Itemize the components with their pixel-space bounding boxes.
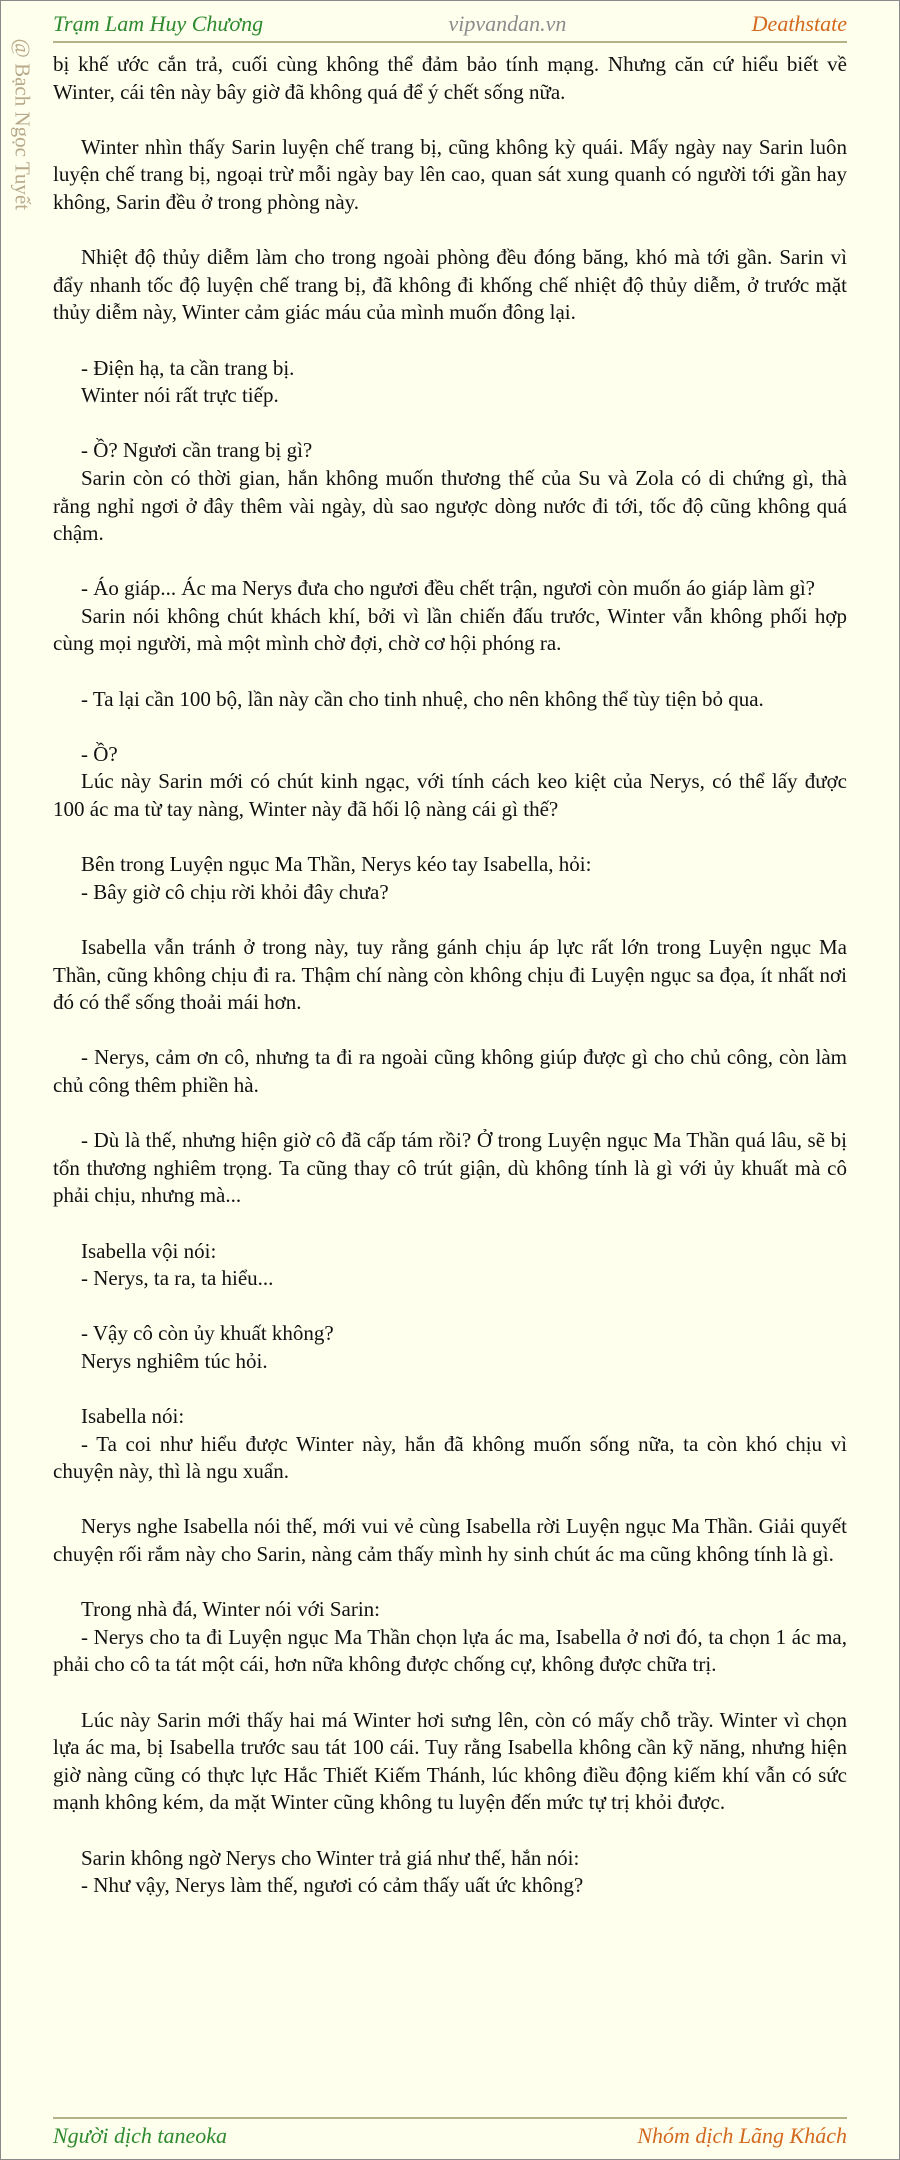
text-paragraph: - Dù là thế, nhưng hiện giờ cô đã cấp tám rồi? Ở trong Luyện ngục Ma Thần quá lâu, sẽ bị tổn thương nghiêm trọng. Ta cũng thay cô trút giận, dù không tính là gì với ủy khuất mà cô phải chịu, nhưng mà... [53,1128,847,1208]
text-paragraph: - Bây giờ cô chịu rời khỏi đây chưa? [81,879,389,904]
blank-line [53,1486,847,1514]
blank-line [53,1569,847,1597]
text-paragraph: - Ồ? Ngươi cần trang bị gì? [81,438,313,463]
text-paragraph: Bên trong Luyện ngục Ma Thần, Nerys kéo tay Isabella, hỏi: [81,852,592,877]
text-paragraph: bị khế ước cắn trả, cuối cùng không thể đảm bảo tính mạng. Nhưng căn cứ hiểu biết về Winter, cái tên này bây giờ đã không quá để ý chết sống nữa. [53,52,847,104]
text-paragraph: Nerys nghiêm túc hỏi. [81,1348,268,1373]
blank-line [53,1100,847,1128]
text-paragraph: Lúc này Sarin mới có chút kinh ngạc, với tính cách keo kiệt của Nerys, có thể lấy được 100 ác ma từ tay nàng, Winter này đã hối lộ nàng cái gì thế? [53,769,847,822]
text-paragraph: - Ta lại cần 100 bộ, lần này cần cho tinh nhuệ, cho nên không thể tùy tiện bỏ qua. [81,686,764,711]
text-paragraph: - Ồ? [81,741,118,766]
header-site-name: Trạm Lam Huy Chương [53,11,264,36]
blank-line [53,1017,847,1045]
blank-line [53,658,847,686]
blank-line [53,1210,847,1238]
blank-line [53,327,847,355]
page-footer [53,2117,847,2153]
blank-line [53,906,847,934]
blank-line [53,410,847,438]
text-paragraph: - Như vậy, Nerys làm thế, ngươi có cảm thấy uất ức không? [81,1873,584,1898]
footer-translator: Người dịch taneoka [53,2123,228,2148]
blank-line [53,106,847,134]
text-paragraph: Isabella vội nói: [81,1238,217,1263]
text-paragraph: - Vậy cô còn ủy khuất không? [81,1321,334,1346]
header-url: vipvandan.vn [448,11,567,36]
blank-line [53,824,847,852]
text-paragraph: - Nerys, ta ra, ta hiểu... [81,1266,274,1291]
text-paragraph: - Điện hạ, ta cần trang bị. [81,355,295,380]
text-paragraph: - Ta coi như hiểu được Winter này, hắn đã không muốn sống nữa, ta còn khó chịu vì chuyện này, thì là ngu xuẩn. [53,1431,847,1484]
text-paragraph: Sarin nói không chút khách khí, bởi vì lần chiến đấu trước, Winter vẫn không phối hợp cùng mọi người, mà một mình chờ đợi, chờ cơ hội phóng ra. [53,603,847,656]
page-header [53,7,847,43]
text-paragraph: Nerys nghe Isabella nói thế, mới vui vẻ cùng Isabella rời Luyện ngục Ma Thần. Giải quyết chuyện rối rắm này cho Sarin, nàng cảm thấy mình hy sinh chút ác ma cũng không tính là gì. [53,1514,847,1567]
blank-line [53,713,847,741]
text-paragraph: - Nerys, cảm ơn cô, nhưng ta đi ra ngoài cũng không giúp được gì cho chủ công, còn làm chủ công thêm phiền hà. [53,1045,847,1097]
blank-line [53,1376,847,1404]
text-paragraph: Sarin không ngờ Nerys cho Winter trả giá như thế, hắn nói: [81,1845,580,1870]
blank-line [53,548,847,576]
text-paragraph: Lúc này Sarin mới thấy hai má Winter hơi sưng lên, còn có mấy chỗ trầy. Winter vì chọn lựa ác ma, bị Isabella trước sau tát 100 cái. Tuy rằng Isabella không cần kỹ năng, nhưng hiện giờ nàng cũng có thực lực Hắc Thiết Kiếm Thánh, lúc không điều động kiếm khí vẫn có sức mạnh không kém, da mặt Winter cũng không tu luyện đến mức tự trị khỏi được. [53,1707,847,1815]
blank-line [53,217,847,245]
text-paragraph: Sarin còn có thời gian, hắn không muốn thương thế của Su và Zola có di chứng gì, thà rằng nghỉ ngơi ở đây thêm vài ngày, dù sao ngược dòng nước đi tới, tốc độ cũng không quá chậm. [53,465,847,546]
text-paragraph: Winter nhìn thấy Sarin luyện chế trang bị, cũng không kỳ quái. Mấy ngày nay Sarin luôn luyện chế trang bị, ngoại trừ mỗi ngày bay lên cao, quan sát xung quanh có người tới gần hay không, Sarin đều ở trong phòng này. [53,134,847,214]
text-paragraph: Isabella nói: [81,1404,185,1429]
side-watermark: @ Bạch Ngọc Tuyết [10,38,35,211]
text-paragraph: Isabella vẫn tránh ở trong này, tuy rằng gánh chịu áp lực rất lớn trong Luyện ngục Ma Thần, cũng không chịu đi ra. Thậm chí nàng còn không chịu đi Luyện ngục sa đọa, ít nhất nơi đó có thể sống thoải mái hơn. [53,935,847,1015]
footer-group: Nhóm dịch Lãng Khách [637,2123,847,2148]
text-paragraph: - Áo giáp... Ác ma Nerys đưa cho ngươi đều chết trận, ngươi còn muốn áo giáp làm gì? [81,576,815,601]
text-paragraph: Nhiệt độ thủy diễm làm cho trong ngoài phòng đều đóng băng, khó mà tới gần. Sarin vì đẩy nhanh tốc độ luyện chế trang bị, đã không đi khống chế nhiệt độ thủy diễm, ở trước mặt thủy diễm này, Winter cảm giác máu của mình muốn đông lại. [53,245,847,325]
blank-line [53,1679,847,1707]
text-paragraph: - Nerys cho ta đi Luyện ngục Ma Thần chọn lựa ác ma, Isabella ở nơi đó, ta chọn 1 ác ma, phải cho cô ta tát một cái, hơn nữa không được chống cự, không được chữa trị. [53,1624,847,1677]
header-book-title: Deathstate [751,11,847,36]
chapter-text [53,51,847,1900]
text-paragraph: Winter nói rất trực tiếp. [81,383,279,408]
text-paragraph: Trong nhà đá, Winter nói với Sarin: [81,1597,380,1622]
blank-line [53,1293,847,1321]
blank-line [53,1817,847,1845]
